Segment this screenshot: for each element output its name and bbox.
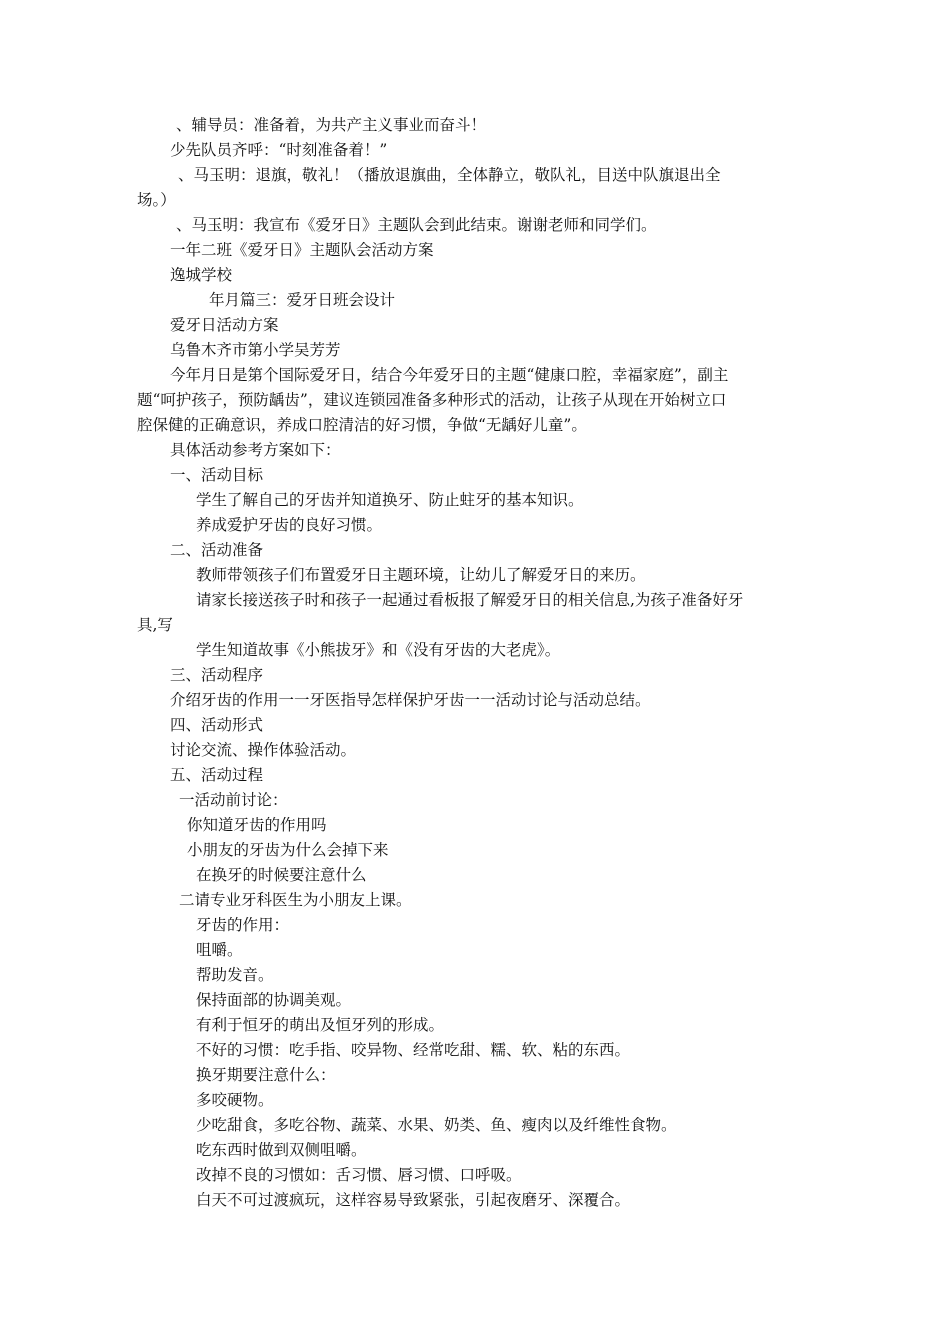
text-line: 在换牙的时候要注意什么 — [196, 866, 367, 884]
text-line: 学生了解自己的牙齿并知道换牙、防止蛀牙的基本知识。 — [196, 491, 584, 509]
text-line: 一活动前讨论： — [179, 791, 288, 809]
text-line: 、马玉明：我宣布《爱牙日》主题队会到此结束。谢谢老师和同学们。 — [176, 216, 657, 234]
text-line: 一年二班《爱牙日》主题队会活动方案 — [170, 241, 434, 259]
text-line: 多咬硬物。 — [196, 1091, 274, 1109]
heading-line: 五、活动过程 — [170, 766, 264, 784]
text-line: 请家长接送孩子时和孩子一起通过看板报了解爱牙日的相关信息,为孩子准备好牙 — [196, 591, 744, 609]
heading-line: 四、活动形式 — [170, 716, 264, 734]
text-line: 、马玉明：退旗，敬礼！（播放退旗曲，全体静立，敬队礼，目送中队旗退出全 — [178, 166, 721, 184]
text-line: 不好的习惯：吃手指、咬异物、经常吃甜、糯、软、粘的东西。 — [196, 1041, 631, 1059]
text-line: 少先队员齐呼：“时刻准备着！” — [170, 141, 388, 159]
text-line: 你知道牙齿的作用吗 — [187, 816, 327, 834]
text-line: 白天不可过渡疯玩，这样容易导致紧张，引起夜磨牙、深覆合。 — [196, 1191, 631, 1209]
paragraph-line: 腔保健的正确意识，养成口腔清洁的好习惯，争做“无龋好儿童”。 — [137, 416, 587, 434]
text-line: 具,写 — [137, 616, 173, 634]
text-line: 讨论交流、操作体验活动。 — [170, 741, 357, 759]
text-line: 、辅导员：准备着，为共产主义事业而奋斗！ — [176, 116, 487, 134]
text-line: 爱牙日活动方案 — [170, 316, 279, 334]
text-line: 乌鲁木齐市第小学吴芳芳 — [170, 341, 341, 359]
text-line: 吃东西时做到双侧咀嚼。 — [196, 1141, 367, 1159]
text-line: 牙齿的作用： — [196, 916, 290, 934]
text-line: 换牙期要注意什么： — [196, 1066, 336, 1084]
heading-line: 三、活动程序 — [170, 666, 264, 684]
heading-line: 一、活动目标 — [170, 466, 264, 484]
text-line: 咀嚼。 — [196, 941, 243, 959]
text-line: 帮助发音。 — [196, 966, 274, 984]
paragraph-line: 今年月日是第个国际爱牙日，结合今年爱牙日的主题“健康口腔，幸福家庭”，副主 — [170, 366, 729, 384]
text-line: 教师带领孩子们布置爱牙日主题环境，让幼儿了解爱牙日的来历。 — [196, 566, 646, 584]
text-line: 有利于恒牙的萌出及恒牙列的形成。 — [196, 1016, 445, 1034]
text-line: 养成爱护牙齿的良好习惯。 — [196, 516, 383, 534]
text-line: 保持面部的协调美观。 — [196, 991, 352, 1009]
text-line: 少吃甜食，多吃谷物、蔬菜、水果、奶类、鱼、瘦肉以及纤维性食物。 — [196, 1116, 677, 1134]
paragraph-line: 题“呵护孩子，预防龋齿”，建议连锁园准备多种形式的活动，让孩子从现在开始树立口 — [137, 391, 727, 409]
text-line: 小朋友的牙齿为什么会掉下来 — [187, 841, 389, 859]
text-line: 改掉不良的习惯如：舌习惯、唇习惯、口呼吸。 — [196, 1166, 522, 1184]
text-line: 具体活动参考方案如下： — [170, 441, 341, 459]
section-title: 年月篇三：爱牙日班会设计 — [209, 291, 396, 309]
text-line: 介绍牙齿的作用一一牙医指导怎样保护牙齿一一活动讨论与活动总结。 — [170, 691, 651, 709]
text-line: 逸城学校 — [170, 266, 233, 284]
heading-line: 二、活动准备 — [170, 541, 264, 559]
text-line: 学生知道故事《小熊拔牙》和《没有牙齿的大老虎》。 — [196, 641, 561, 659]
text-line: 二请专业牙科医生为小朋友上课。 — [179, 891, 412, 909]
text-line: 场。） — [137, 191, 176, 209]
